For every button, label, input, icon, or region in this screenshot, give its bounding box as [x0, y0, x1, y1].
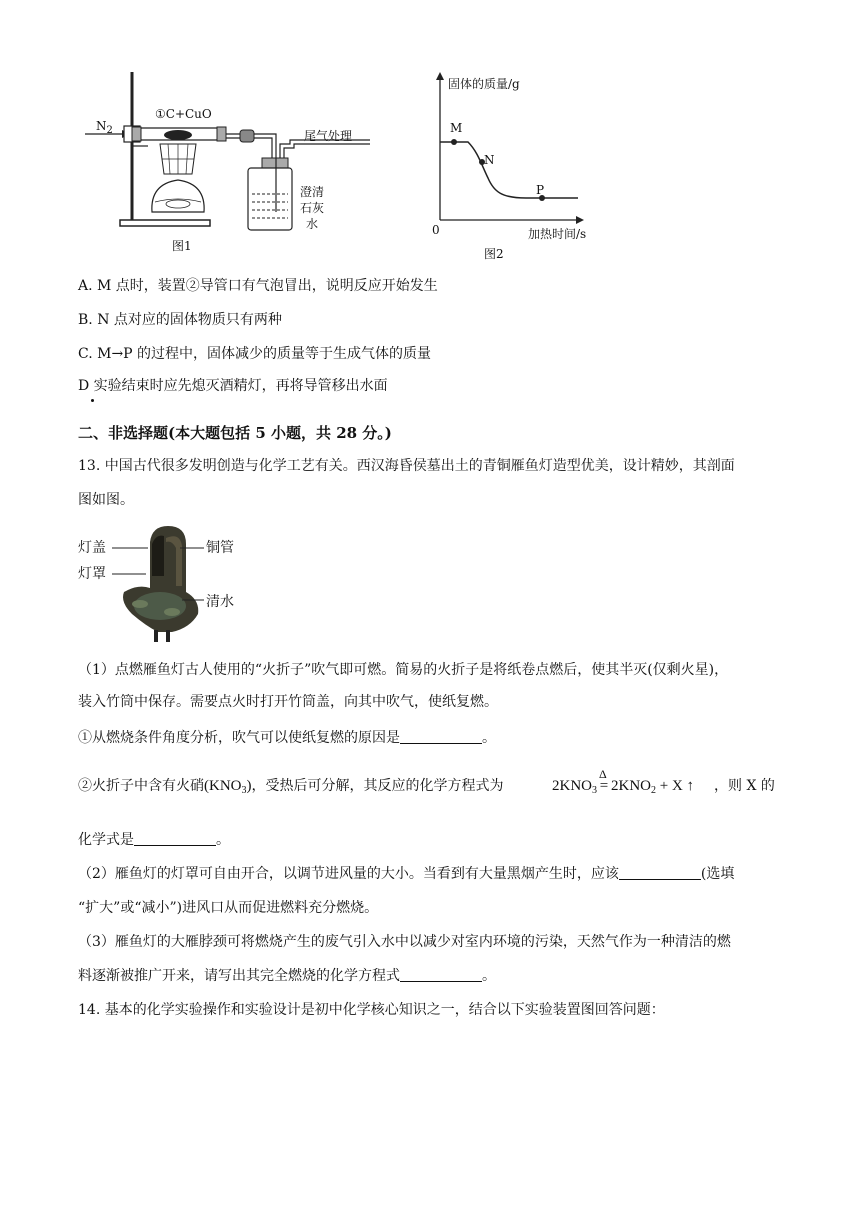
label-limewater-1: 澄清: [300, 185, 325, 199]
figure2-origin: 0: [432, 223, 440, 237]
lamp-label-pipe: 铜管: [206, 540, 234, 556]
answer-blank[interactable]: [400, 729, 482, 744]
lamp-label-water: 清水: [206, 594, 234, 610]
figure2-ylabel: 固体的质量/g: [448, 77, 520, 91]
label-limewater-3: 水: [306, 217, 319, 231]
figure2-caption: 图2: [484, 247, 504, 261]
label-point-p: P: [536, 183, 545, 197]
option-d: D 实验结束时应先熄灭酒精灯，再将导管移出水面: [78, 378, 388, 394]
q13-p3-line1: （3）雁鱼灯的大雁脖颈可将燃烧产生的废气引入水中以减少对室内环境的污染，天然气作为一种清洁的燃: [78, 934, 731, 950]
chemical-equation: $2KNO_3$ = Δ $2KNO_2 + X$ ↑: [552, 767, 695, 796]
q13-p1-q2-line2: 化学式是 。: [78, 832, 230, 848]
option-c: C. M→P 的过程中，固体减少的质量等于生成气体的质量: [78, 346, 432, 362]
q13-p3-line2: 料逐渐被推广开来，请写出其完全燃烧的化学方程式 。: [78, 968, 496, 984]
option-d-dot: [91, 399, 94, 402]
figure1-caption: 图1: [172, 239, 192, 253]
q13-stem-line1: 13. 中国古代很多发明创造与化学工艺有关。西汉海昏侯墓出土的青铜雁鱼灯造型优美，设计精妙，其剖面: [78, 458, 735, 474]
answer-blank[interactable]: [400, 967, 482, 982]
q13-p1-line2: 装入竹筒中保存。需要点火时打开竹筒盖，向其中吹气，使纸复燃。: [78, 694, 498, 710]
label-exhaust: 尾气处理: [304, 129, 353, 143]
q13-stem-line2: 图如图。: [78, 492, 134, 508]
label-reactants: ①C+CuO: [155, 107, 212, 121]
label-limewater-2: 石灰: [300, 201, 325, 215]
section2-heading: 二、非选择题(本大题包括 5 小题，共 28 分。): [78, 424, 392, 442]
answer-blank[interactable]: [619, 865, 701, 880]
q14-stem: 14. 基本的化学实验操作和实验设计是初中化学核心知识之一，结合以下实验装置图回答问题：: [78, 1002, 665, 1018]
mass-curve: [440, 142, 578, 198]
figure2-graph: [420, 70, 590, 230]
label-point-n: N: [484, 153, 495, 167]
q13-p1-q2: ②火折子中含有火硝$(KNO_3)$，受热后可分解，其反应的化学方程式为: [78, 778, 504, 796]
lamp-label-shade: 灯罩: [78, 566, 106, 582]
lamp-leader-lines: [100, 540, 210, 610]
figure2-xlabel: 加热时间/s: [528, 227, 587, 241]
lamp-label-lid: 灯盖: [78, 540, 106, 556]
option-b: B. N 点对应的固体物质只有两种: [78, 312, 282, 328]
option-a: A. M 点时，装置②导管口有气泡冒出，说明反应开始发生: [78, 278, 438, 294]
answer-blank[interactable]: [134, 831, 216, 846]
point-m: [451, 139, 457, 145]
q13-p1-line1: （1）点燃雁鱼灯古人使用的“火折子”吹气即可燃。简易的火折子是将纸卷点燃后，使其半灭(仅剩火星)，: [78, 662, 729, 678]
q13-p2-line1: （2）雁鱼灯的灯罩可自由开合，以调节进风量的大小。当看到有大量黑烟产生时，应该 (选填: [78, 866, 735, 882]
q13-p2-line2: “扩大”或“减小”)进风口从而促进燃料充分燃烧。: [78, 900, 379, 916]
q13-p1-q2-end: ，则 X 的: [714, 778, 775, 794]
label-n2: $N_2$: [96, 119, 113, 136]
figure1-apparatus: [80, 62, 410, 262]
q13-p1-q1: ①从燃烧条件角度分析，吹气可以使纸复燃的原因是 。: [78, 730, 496, 746]
label-point-m: M: [450, 121, 463, 135]
